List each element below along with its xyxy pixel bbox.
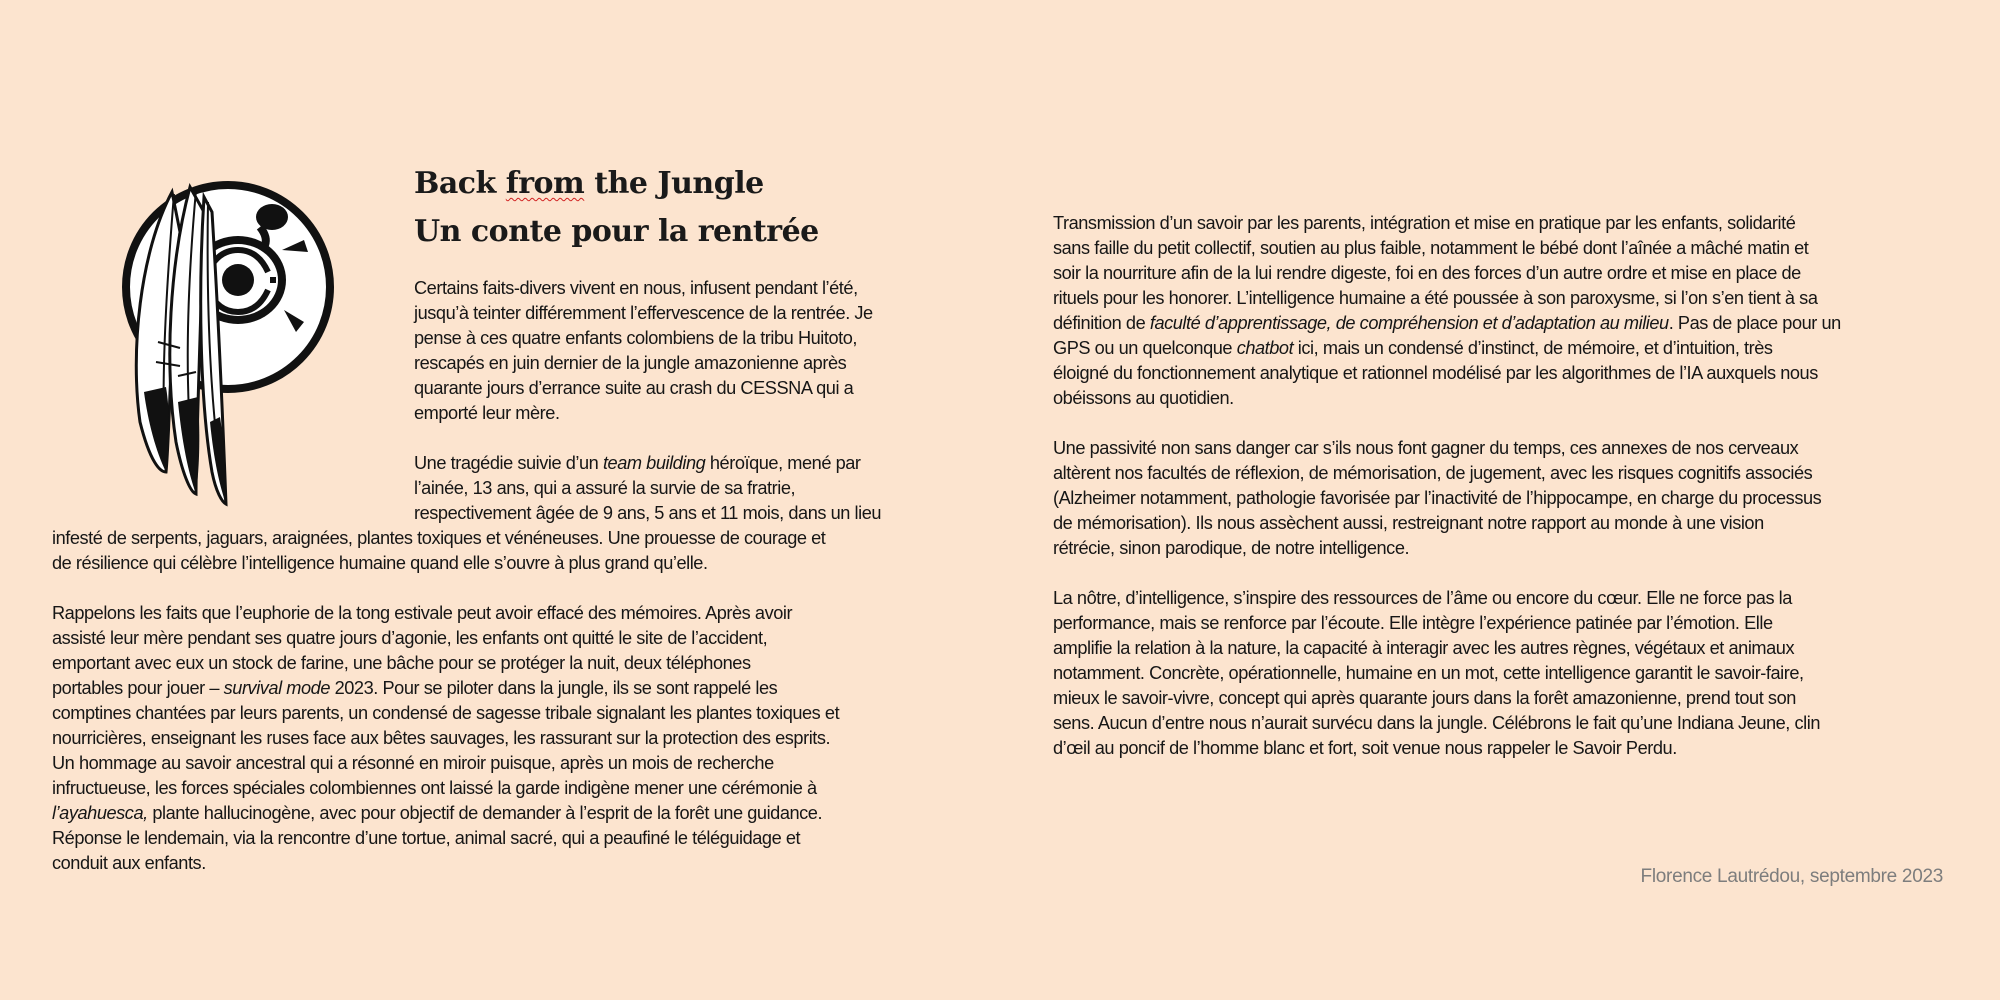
italic-text: survival mode xyxy=(223,678,330,698)
text-line: assisté leur mère pendant ses quatre jours d’agonie, les enfants ont quitté le site de l’accident, xyxy=(52,628,768,648)
text-line: infructueuse, les forces spéciales colombiennes ont laissé la garde indigène mener une cérémonie à xyxy=(52,778,817,798)
text-line: rétrécie, sinon parodique, de notre intelligence. xyxy=(1053,538,1410,558)
text-run: ici, mais un condensé d’instinct, de mémoire, et d’intuition, très xyxy=(1293,338,1773,358)
text-line: l’ainée, 13 ans, qui a assuré la survie de sa fratrie, xyxy=(414,478,796,498)
text-line: emporté leur mère. xyxy=(414,403,560,423)
left-paragraph-1 xyxy=(414,276,942,426)
text-line: jusqu’à teinter différemment l’effervescence de la rentrée. Je xyxy=(414,303,873,323)
text-line: respectivement âgée de 9 ans, 5 ans et 11 mois, dans un lieu xyxy=(414,503,882,523)
text-line: Rappelons les faits que l’euphorie de la tong estivale peut avoir effacé des mémoires. Après avoir xyxy=(52,603,793,623)
text-line: Certains faits-divers vivent en nous, infusent pendant l’été, xyxy=(414,278,858,298)
left-paragraph-3 xyxy=(52,601,942,876)
text-line: performance, mais se renforce par l’écoute. Elle intègre l’expérience patinée par l’émotion. Elle xyxy=(1053,613,1773,633)
text-line: mieux le savoir-vivre, concept qui après quarante jours dans la forêt amazonienne, prend tout son xyxy=(1053,688,1796,708)
text-line: nourricières, enseignant les ruses face aux bêtes sauvages, les rassurant sur la protection des esprits. xyxy=(52,728,831,748)
author-signature: Florence Lautrédou, septembre 2023 xyxy=(1640,866,1943,887)
text-line: comptines chantées par leurs parents, un condensé de sagesse tribale signalant les plantes toxiques et xyxy=(52,703,840,723)
text-line: sens. Aucun d’entre nous n’aurait survécu dans la jungle. Célébrons le fait qu’une Indiana Jeune, clin xyxy=(1053,713,1821,733)
text-run: . Pas de place pour un xyxy=(1668,313,1841,333)
text-line: rescapés en juin dernier de la jungle amazonienne après xyxy=(414,353,847,373)
right-column xyxy=(1053,211,1943,786)
text-line: emportant avec eux un stock de farine, une bâche pour se protéger la nuit, deux téléphones xyxy=(52,653,751,673)
text-line: conduit aux enfants. xyxy=(52,853,206,873)
text-line xyxy=(52,676,942,701)
text-run: plante hallucinogène, avec pour objectif de demander à l’esprit de la forêt une guidance. xyxy=(147,803,823,823)
text-run: héroïque, mené par xyxy=(705,453,861,473)
text-line xyxy=(1053,311,1943,336)
text-line xyxy=(52,801,942,826)
title-line-1 xyxy=(414,160,954,208)
text-line: éloigné du fonctionnement analytique et rationnel modélisé par les algorithmes de l’IA auxquels nous xyxy=(1053,363,1818,383)
text-line: altèrent nos facultés de réflexion, de mémorisation, de jugement, avec les risques cognitifs associés xyxy=(1053,463,1813,483)
text-line: d’œil au poncif de l’homme blanc et fort, soit venue nous rappeler le Savoir Perdu. xyxy=(1053,738,1677,758)
title-line-1-part-a: Back xyxy=(414,166,506,201)
text-line: Un hommage au savoir ancestral qui a résonné en miroir puisque, après un mois de recherche xyxy=(52,753,774,773)
title-line-2: Un conte pour la rentrée xyxy=(414,214,819,249)
text-line: Réponse le lendemain, via la rencontre d’une tortue, animal sacré, qui a peaufiné le téléguidage et xyxy=(52,828,801,848)
text-line: infesté de serpents, jaguars, araignées, plantes toxiques et vénéneuses. Une prouesse de courage et xyxy=(52,528,826,548)
left-paragraph-2 xyxy=(414,451,942,526)
italic-text: l’ayahuesca, xyxy=(52,803,148,823)
title-line-1-part-c: the Jungle xyxy=(584,166,764,201)
text-line: Transmission d’un savoir par les parents, intégration et mise en pratique par les enfants, solidarité xyxy=(1053,213,1796,233)
text-line: de mémorisation). Ils nous assèchent aussi, restreignant notre rapport au monde à une vision xyxy=(1053,513,1764,533)
italic-text: faculté d’apprentissage, de compréhension et d’adaptation au milieu xyxy=(1149,313,1669,333)
text-line: amplifie la relation à la nature, la capacité à interagir avec les autres règnes, végétaux et animaux xyxy=(1053,638,1795,658)
text-line: soir la nourriture afin de la lui rendre digeste, foi en des forces d’un autre ordre et mise en place de xyxy=(1053,263,1801,283)
spellcheck-word: from xyxy=(505,166,585,201)
text-line xyxy=(414,451,942,476)
text-line xyxy=(1053,336,1943,361)
text-line: obéissons au quotidien. xyxy=(1053,388,1234,408)
text-run: portables pour jouer – xyxy=(52,678,224,698)
right-paragraph-1 xyxy=(1053,211,1943,411)
text-run: Une tragédie suivie d’un xyxy=(414,453,603,473)
text-line: quarante jours d’errance suite au crash du CESSNA qui a xyxy=(414,378,854,398)
text-run: GPS ou un quelconque xyxy=(1053,338,1237,358)
left-paragraph-2-continued xyxy=(52,526,942,576)
text-line: notamment. Concrète, opérationnelle, humaine en un mot, cette intelligence garantit le savoir-faire, xyxy=(1053,663,1804,683)
article-title xyxy=(414,160,954,256)
italic-text: team building xyxy=(602,453,706,473)
text-line: rituels pour les honorer. L’intelligence humaine a été poussée à son paroxysme, si l’on s’en tient à sa xyxy=(1053,288,1818,308)
left-column xyxy=(52,276,942,901)
text-line: La nôtre, d’intelligence, s’inspire des ressources de l’âme ou encore du cœur. Elle ne force pas la xyxy=(1053,588,1792,608)
right-paragraph-2 xyxy=(1053,436,1943,561)
right-paragraph-3 xyxy=(1053,586,1943,761)
text-line: pense à ces quatre enfants colombiens de la tribu Huitoto, xyxy=(414,328,858,348)
text-run: 2023. Pour se piloter dans la jungle, ils se sont rappelé les xyxy=(330,678,778,698)
text-line: de résilience qui célèbre l’intelligence humaine quand elle s’ouvre à plus grand qu’elle. xyxy=(52,553,708,573)
text-line: (Alzheimer notamment, pathologie favorisée par l’inactivité de l’hippocampe, en charge du processus xyxy=(1053,488,1822,508)
text-line: sans faille du petit collectif, soutien au plus faible, notamment le bébé dont l’aînée a mâché matin et xyxy=(1053,238,1809,258)
italic-text: chatbot xyxy=(1236,338,1294,358)
text-run: définition de xyxy=(1053,313,1150,333)
text-line: Une passivité non sans danger car s’ils nous font gagner du temps, ces annexes de nos cerveaux xyxy=(1053,438,1799,458)
